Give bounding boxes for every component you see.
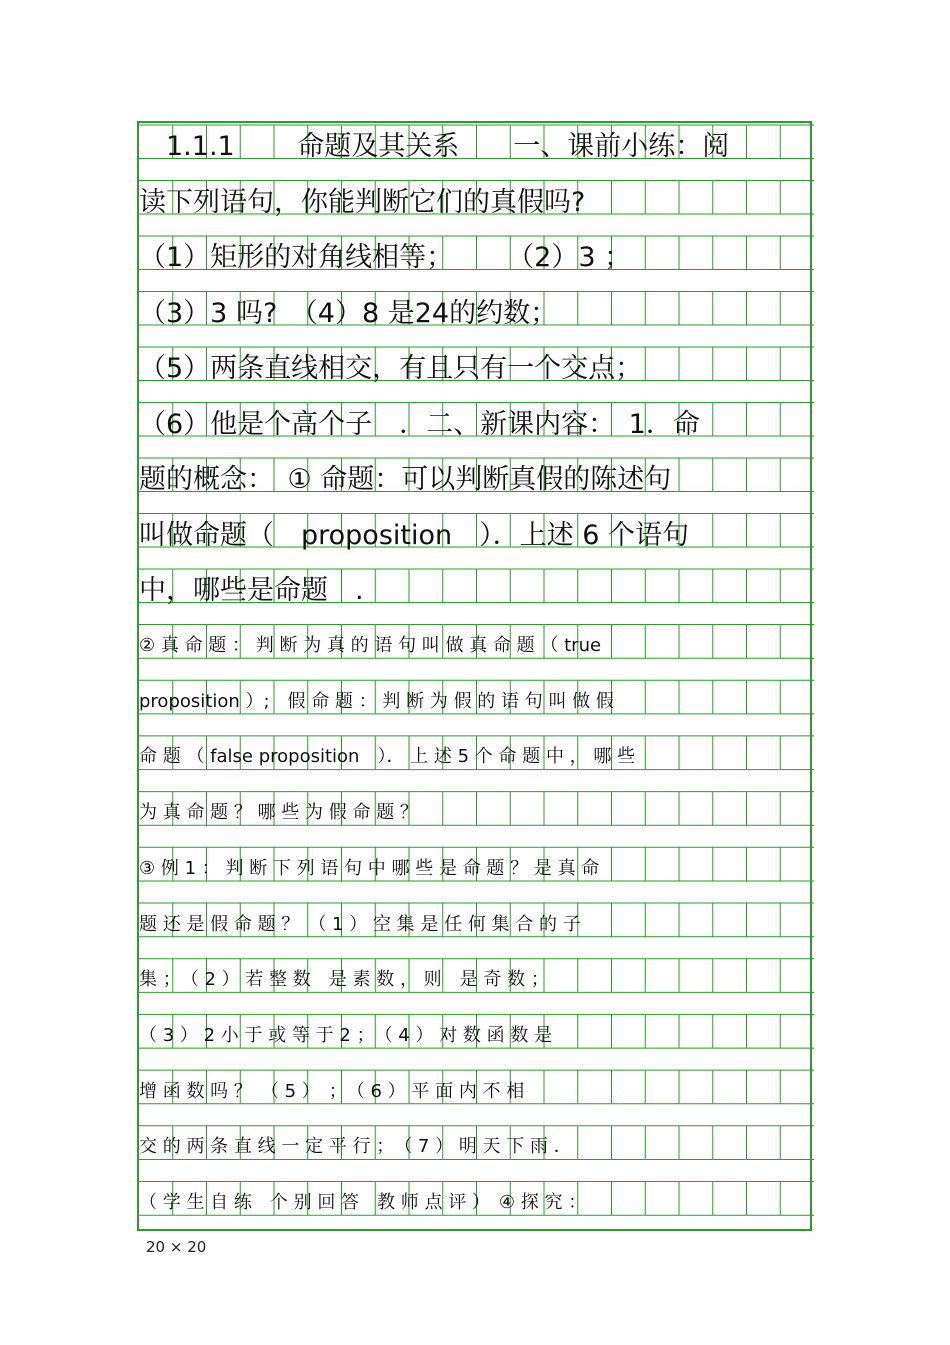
grid-size-label: 20 × 20 (146, 1238, 207, 1256)
small-text-line: （ 3 ） 2 小 于 或 等 于 2 ； （ 4 ） 对 数 函 数 是 (139, 1024, 553, 1046)
large-text-line: 读下列语句，你能判断它们的真假吗? (139, 186, 586, 218)
small-text-line: ③ 例 1 ： 判 断 下 列 语 句 中 哪 些 是 命 题 ？ 是 真 命 (139, 857, 600, 879)
small-text-line: 增 函 数 吗 ？ （ 5 ） ； （ 6 ） 平 面 内 不 相 (139, 1080, 525, 1102)
large-text-line: （3）3 吗? （4）8 是24的约数； (139, 297, 558, 329)
large-text-line: （1）矩形的对角线相等； （2）3 ； (139, 242, 632, 273)
grid-lines (139, 123, 814, 1233)
large-text-line: 叫做命题（ proposition ）．上述 6 个语句 (139, 519, 689, 551)
large-text-line: （5）两条直线相交，有且只有一个交点； (139, 353, 643, 384)
large-text-line: 1.1.1 命题及其关系 一、课前小练：阅 (139, 131, 730, 162)
large-text-line: 中，哪些是命题 . (139, 575, 364, 606)
large-text-line: 题的概念： ① 命题：可以判断真假的陈述句 (139, 464, 672, 495)
small-text-line: proposition ）; 假 命 题 ： 判 断 为 假 的 语 句 叫 做 假 (139, 690, 614, 712)
large-text-line: （6）他是个高个子 ．二、新课内容： 1．命 (139, 408, 700, 440)
small-text-line: （ 学 生 自 练 个 别 回 答 教 师 点 评 ） ④ 探 究 ： (139, 1192, 587, 1213)
manuscript-grid-sheet (137, 121, 812, 1231)
small-text-line: 命 题 （ false proposition ）． 上 述 5 个 命 题 中 ， 哪 些 (139, 746, 636, 768)
small-text-line: 集 ； （ 2 ） 若 整 数 是 素 数 ， 则 是 奇 数 ； (139, 969, 549, 991)
small-text-line: 交 的 两 条 直 线 一 定 平 行 ； （ 7 ） 明 天 下 雨 ． (139, 1136, 572, 1158)
small-text-line: ② 真 命 题 ： 判 断 为 真 的 语 句 叫 做 真 命 题 （ true (139, 635, 602, 656)
small-text-line: 为 真 命 题 ？ 哪 些 为 假 命 题 ？ (139, 802, 418, 824)
small-text-line: 题 还 是 假 命 题 ？ （ 1 ） 空 集 是 任 何 集 合 的 子 (139, 913, 581, 935)
